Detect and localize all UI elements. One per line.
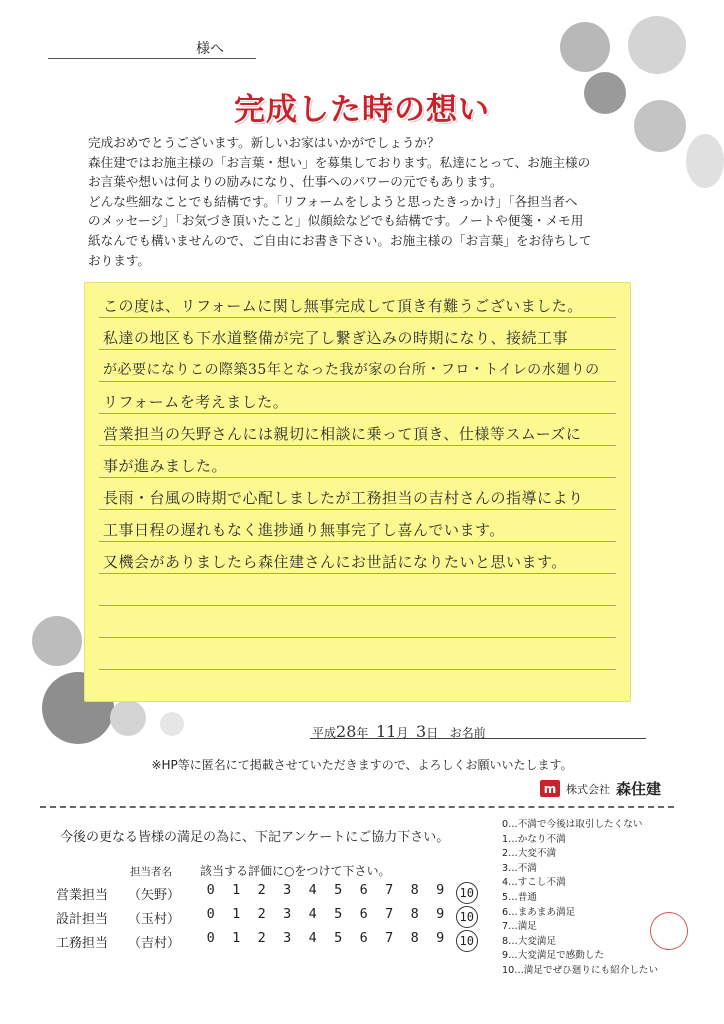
handwritten-line: が必要になりこの際築35年となった我が家の台所・フロ・トイレの水廻りの [103,362,600,378]
score-option[interactable]: 4 [308,882,317,898]
recipient-suffix: 様へ [196,41,224,57]
score-option[interactable]: 9 [436,882,445,898]
company-prefix: 株式会社 [566,782,610,796]
score-option[interactable]: 2 [257,906,266,922]
legend-item: 5…普通 [502,891,537,903]
score-option[interactable]: 3 [283,906,292,922]
ruled-line [99,381,616,382]
score-option-selected[interactable]: 10 [456,930,478,952]
score-option[interactable]: 8 [410,930,419,946]
ruled-line [99,445,616,446]
score-option-selected[interactable]: 10 [456,882,478,904]
score-option[interactable]: 5 [334,906,343,922]
date-day-suffix: 日 [426,726,439,740]
score-option[interactable]: 2 [257,882,266,898]
legend-item: 8…大変満足 [502,935,557,947]
handwritten-line: 事が進みました。 [103,457,228,475]
intro-line: どんな些細なことでも結構です。「リフォームをしようと思ったきっかけ」「各担当者へ [88,193,578,209]
survey-row-design [56,906,481,928]
score-option[interactable]: 4 [308,930,317,946]
publication-notice: ※HP等に匿名にて掲載させていただきますので、よろしくお願いいたします。 [151,758,573,772]
legend-item: 7…満足 [502,921,537,933]
decor-circle [628,16,686,74]
date-year-suffix: 年 [356,726,369,740]
legend-item: 6…まあまあ満足 [502,906,576,918]
ruled-line [99,477,616,478]
legend-item: 9…大変満足で感動した [502,950,605,962]
intro-line: 森住建ではお施主様の「お言葉・想い」を募集しております。私達にとって、お施主様の [88,154,591,170]
handwritten-line: 工事日程の遅れもなく進捗通り無事完了し喜んでいます。 [103,521,505,539]
survey-person: （矢野） [128,887,181,903]
handwritten-line: 長雨・台風の時期で心配しましたが工務担当の吉村さんの指導により [103,489,584,507]
survey-row-construction [56,930,481,952]
score-option[interactable]: 1 [232,906,241,922]
decor-circle [686,134,724,188]
date-year: 28 [336,722,357,741]
score-option[interactable]: 2 [257,930,266,946]
score-option[interactable]: 6 [359,882,368,898]
handwritten-line: この度は、リフォームに関し無事完成して頂き有難うございました。 [103,297,583,315]
legend-item: 4…すこし不満 [502,877,566,889]
ruled-line [99,541,616,542]
score-option[interactable]: 1 [232,930,241,946]
score-option[interactable]: 9 [436,906,445,922]
score-option[interactable]: 7 [385,930,394,946]
ruled-line [99,637,616,638]
survey-row-sales [56,882,481,904]
company-logo [540,778,661,799]
intro-line: お言葉や想いは何よりの励みになり、仕事へのパワーの元でもあります。 [88,174,503,190]
legend-item: 1…かなり不満 [502,833,566,845]
date-day: 3 [416,722,427,741]
score-option[interactable]: 6 [359,906,368,922]
score-option[interactable]: 4 [308,906,317,922]
intro-line: のメッセージ」「お気づき頂いたこと」似顔絵などでも結構です。ノートや便箋・メモ用 [88,213,584,229]
date-month: 11 [376,722,397,741]
survey-role: 設計担当 [56,911,109,927]
score-option-selected[interactable]: 10 [456,906,478,928]
score-options [198,930,481,952]
date-field [312,722,486,741]
ruled-line [99,573,616,574]
decor-circle [560,22,610,72]
survey-role: 工務担当 [56,935,109,951]
ruled-line [99,349,616,350]
intro-line: おります。 [88,252,150,268]
ruled-line [99,605,616,606]
score-option[interactable]: 8 [410,906,419,922]
decor-circle [32,616,82,666]
ruled-line [99,413,616,414]
rating-legend [502,818,658,979]
survey-col-eval: 該当する評価に○をつけて下さい。 [200,864,391,878]
name-label: お名前 [449,726,486,740]
cut-line [40,806,674,808]
survey-intro: 今後の更なる皆様の満足の為に、下記アンケートにご協力下さい。 [60,830,450,845]
legend-item: 10…満足でぜひ廻りにも紹介したい [502,964,659,976]
score-option[interactable]: 8 [410,882,419,898]
score-option[interactable]: 0 [206,882,215,898]
handwritten-message-box [84,282,631,702]
decor-circle [110,700,146,736]
score-option[interactable]: 3 [283,930,292,946]
handwritten-line: リフォームを考えました。 [103,393,289,411]
ruled-line [99,317,616,318]
score-options [198,906,481,928]
date-era: 平成 [312,726,337,740]
intro-line: 紙なんでも構いませんので、ご自由にお書き下さい。お施主様の「お言葉」をお待ちして [88,232,592,248]
legend-item: 2…大変不満 [502,848,557,860]
survey-person: （吉村） [128,935,181,951]
ruled-line [99,509,616,510]
score-option[interactable]: 9 [436,930,445,946]
survey-person: （玉村） [128,911,181,927]
recipient-name-line [48,40,256,59]
score-option[interactable]: 6 [359,930,368,946]
survey-col-person: 担当者名 [130,866,172,878]
handwritten-line: 営業担当の矢野さんには親切に相談に乗って頂き、仕様等スムーズに [103,425,582,443]
score-option[interactable]: 7 [385,882,394,898]
score-option[interactable]: 3 [283,882,292,898]
survey-role: 営業担当 [56,887,109,903]
score-option[interactable]: 0 [206,930,215,946]
score-option[interactable]: 5 [334,930,343,946]
score-option[interactable]: 7 [385,906,394,922]
handwritten-line: 又機会がありましたら森住建さんにお世話になりたいと思います。 [103,553,567,571]
handwritten-line: 私達の地区も下水道整備が完了し繋ぎ込みの時期になり、接続工事 [103,329,569,347]
intro-text [88,133,628,270]
legend-item: 0…不満で今後は取引したくない [502,819,643,830]
legend-item: 3…不満 [502,862,537,874]
company-name: 森住建 [616,780,662,798]
company-mark-icon: m [540,780,560,797]
date-month-suffix: 月 [396,726,409,740]
intro-line: 完成おめでとうございます。新しいお家はいかがでしょうか？ [88,135,440,150]
ruled-line [99,669,616,670]
decor-circle [160,712,184,736]
score-option[interactable]: 1 [232,882,241,898]
page-title: 完成した時の想い [234,92,490,128]
score-options [198,882,481,904]
score-option[interactable]: 5 [334,882,343,898]
score-option[interactable]: 0 [206,906,215,922]
